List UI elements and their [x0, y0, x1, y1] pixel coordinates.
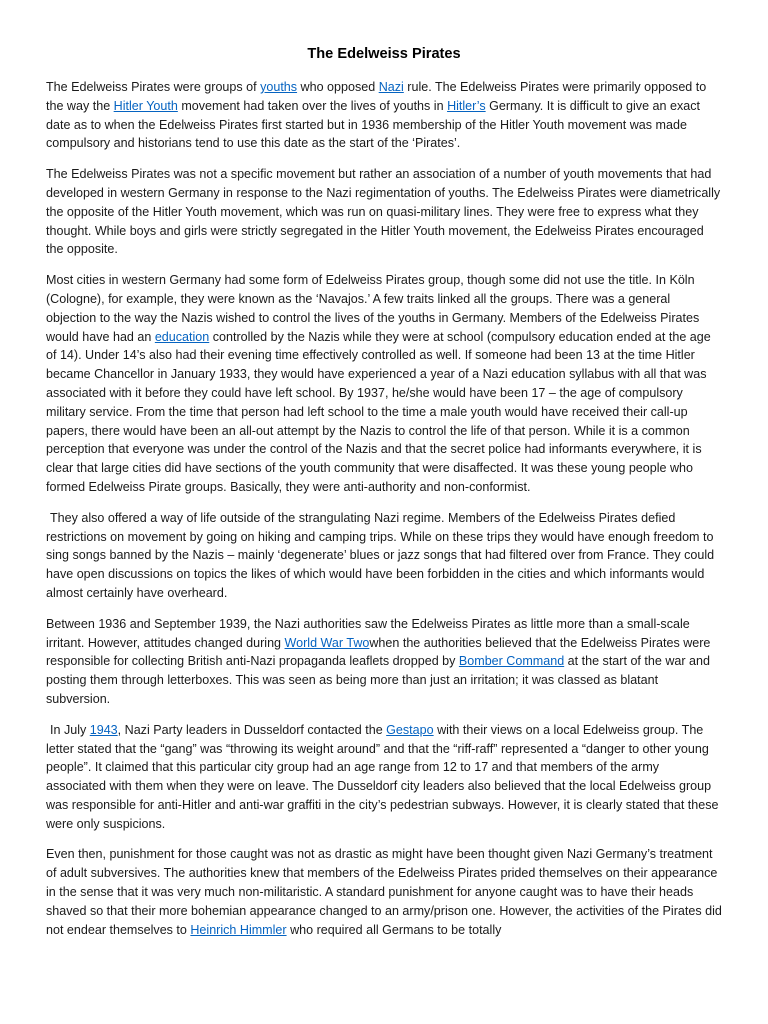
paragraph-text: , Nazi Party leaders in Dusseldorf contacted the [117, 722, 387, 737]
paragraph-text: with their views on a local Edelweiss group. The letter stated that the “gang” was “throwing its weight around” and that the “riff-raff” represented a “danger to other young people”. It claimed that this particular city group had an age range from 12 to 17 and that members of the army associated with them when they were on leave. The Dusseldorf city leaders also believed that the local Edelweiss group was responsible for anti-Hitler and anti-war graffiti in the city’s pedestrian subways. However, it is clearly stated that these were only suspicions. [46, 722, 719, 831]
paragraph-text: rule. The Edelweiss Pirates were primarily opposed to the way the [46, 80, 707, 113]
paragraph-text: The Edelweiss Pirates was not a specific movement but rather an association of a number of youth movements that had developed in western Germany in response to the Nazi regimentation of youths. The Edelweiss Pirates were diametrically the opposite of the Hitler Youth movement, which was run on quasi-military lines. They were free to express what they thought. While boys and girls were strictly segregated in the Hitler Youth movement, the Edelweiss Pirates encouraged the opposite. [46, 167, 721, 257]
paragraph-text: The Edelweiss Pirates were groups of [46, 80, 261, 94]
link-education[interactable]: education [154, 329, 210, 344]
link-nazi[interactable]: Nazi [378, 80, 404, 94]
paragraph [46, 165, 722, 259]
paragraph-text: movement had taken over the lives of youths in [177, 98, 448, 113]
link-heinrich-himmler[interactable]: Heinrich Himmler [190, 922, 287, 937]
paragraph [46, 845, 722, 939]
link-youths[interactable]: youths [260, 80, 298, 94]
paragraph [46, 721, 722, 834]
paragraph-text: Germany. It is difficult to give an exact date as to when the Edelweiss Pirates first started but in 1936 membership of the Hitler Youth movement was made compulsory and historians tend to use this date as the start of the ‘Pirates’. [46, 98, 700, 151]
paragraph [46, 509, 722, 603]
paragraph-text: Even then, punishment for those caught was not as drastic as might have been thought given Nazi Germany’s treatment of adult subversives. The authorities knew that members of the Edelweiss Pirates prided themselves on their appearance in the sense that it was very much non-militaristic. A standard punishment for anyone caught was to have their heads shaved so that their more bohemian appearance changed to an army/prison one. However, the activities of the Pirates did not endear themselves to [46, 847, 722, 937]
document-body [46, 78, 722, 939]
document-title: The Edelweiss Pirates [307, 46, 461, 62]
paragraph [46, 615, 722, 709]
link-hitler-youth[interactable]: Hitler Youth [113, 98, 178, 113]
paragraph-text: Between 1936 and September 1939, the Nazi authorities saw the Edelweiss Pirates as little more than a small-scale irritant. However, attitudes changed during [46, 616, 690, 650]
paragraph-text: when the authorities believed that the Edelweiss Pirates were responsible for collecting British anti-Nazi propaganda leaflets dropped by [46, 635, 711, 669]
link-world-war-two[interactable]: World War Two [284, 635, 370, 650]
paragraph-text: who opposed [297, 80, 379, 94]
paragraph [46, 271, 722, 497]
paragraph-text: who required all Germans to be totally [286, 922, 502, 937]
link-bomber-command[interactable]: Bomber Command [458, 654, 565, 669]
link-hitlers[interactable]: Hitler’s [447, 98, 486, 113]
link-1943[interactable]: 1943 [89, 722, 118, 737]
paragraph-text: controlled by the Nazis while they were at school (compulsory education ended at the age of 14). Under 14’s also had their evening time effectively controlled as well. If someone had been 13 at the time Hitler became Chancellor in January 1933, they would have experienced a year of a Nazi education syllabus with all that was associated with it before they could have left school. By 1937, he/she would have been 17 – the age of compulsory military service. From the time that person had left school to the time a male youth would have received their call-up papers, there would have been an all-out attempt by the Nazis to control the life of that person. While it is a common perception that everyone was under the control of the Nazis and that the secret police had informants everywhere, it is clear that large cities did have sections of the youth community that were disaffected. It was these young people who formed Edelweiss Pirate groups. Basically, they were anti-authority and non-conformist. [46, 329, 711, 494]
paragraph-text: Most cities in western Germany had some form of Edelweiss Pirates group, though some did not use the title. In Köln (Cologne), for example, they were known as the ‘Navajos.’ A few traits linked all the groups. There was a general objection to the way the Nazis wished to control the lives of the youths in Germany. Members of the Edelweiss Pirates would have had an [46, 273, 700, 344]
paragraph-text: They also offered a way of life outside of the strangulating Nazi regime. Members of the Edelweiss Pirates defied restrictions on movement by going on hiking and camping trips. While on these trips they would have enough freedom to sing songs banned by the Nazis – mainly ‘degenerate’ blues or jazz songs that had filtered over from France. They could have open discussions on topics the likes of which would have been forbidden in the cities and which informants would almost certainly have overheard. [46, 510, 715, 600]
paragraph-text: at the start of the war and posting them through letterboxes. This was seen as being more than just an irritation; it was classed as blatant subversion. [46, 654, 710, 706]
paragraph [46, 78, 722, 153]
paragraph-text: In July [50, 722, 90, 737]
link-gestapo[interactable]: Gestapo [386, 722, 434, 737]
